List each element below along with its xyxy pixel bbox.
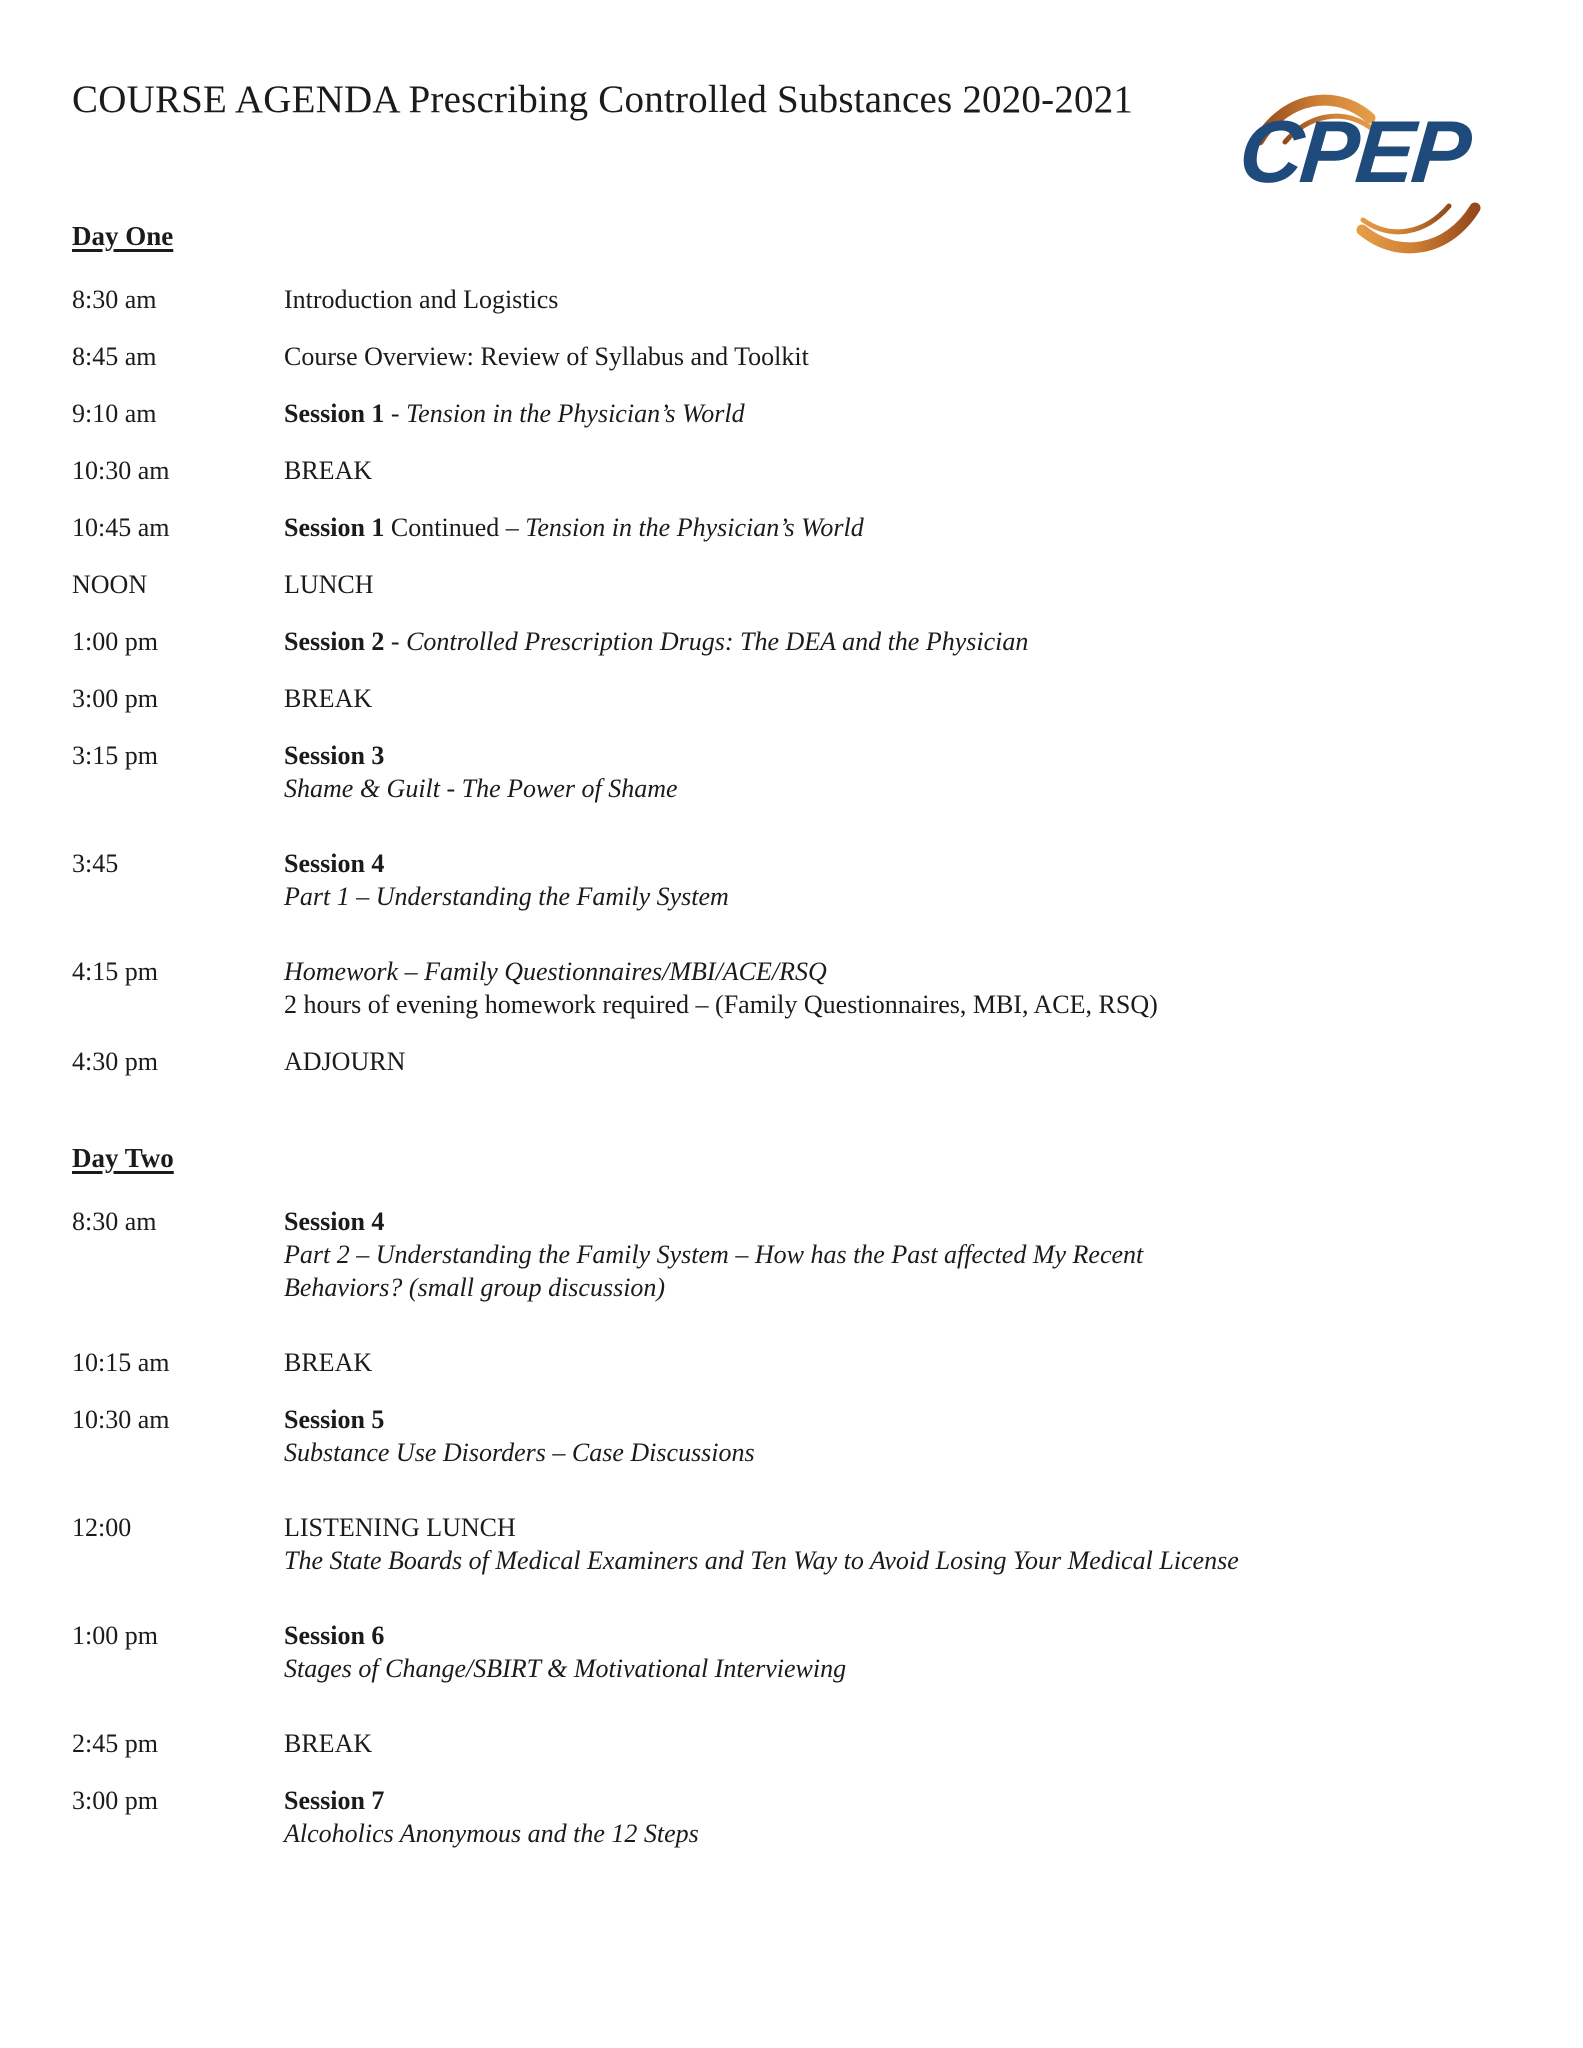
agenda-description-line — [284, 1205, 1513, 1238]
agenda-text-segment: Course Overview: Review of Syllabus and Toolkit — [284, 342, 809, 371]
day-heading: Day One — [72, 221, 174, 251]
agenda-description — [284, 454, 1513, 487]
agenda-text-segment: Introduction and Logistics — [284, 285, 559, 314]
agenda-description-line — [284, 1436, 1513, 1469]
agenda-description-line — [284, 682, 1513, 715]
agenda-text-segment: BREAK — [284, 1729, 373, 1758]
agenda-description-line — [284, 397, 1513, 430]
agenda-text-segment: Continued – — [384, 513, 526, 542]
agenda-time: 4:15 pm — [72, 957, 158, 986]
agenda-text-segment: Substance Use Disorders – Case Discussions — [284, 1438, 755, 1467]
agenda-description-line — [284, 1045, 1513, 1078]
agenda-description-line — [284, 1727, 1513, 1760]
agenda-row — [72, 1045, 1513, 1078]
agenda-description — [284, 397, 1513, 430]
agenda-time: 8:30 am — [72, 1207, 157, 1236]
agenda-row — [72, 1511, 1513, 1577]
agenda-description-line — [284, 1271, 1513, 1304]
agenda-description — [284, 340, 1513, 373]
agenda-description-line — [284, 511, 1513, 544]
agenda-description — [284, 511, 1513, 544]
agenda-text-segment: ADJOURN — [284, 1047, 406, 1076]
agenda-description — [284, 568, 1513, 601]
agenda-description-line — [284, 1817, 1513, 1850]
agenda-text-segment: Session 2 — [284, 627, 385, 656]
agenda-row — [72, 568, 1513, 601]
agenda-text-segment: Behaviors? (small group discussion) — [284, 1273, 666, 1302]
cpep-logo — [1235, 62, 1518, 262]
agenda-description-line — [284, 739, 1513, 772]
agenda-time: 9:10 am — [72, 399, 157, 428]
agenda-description — [284, 1045, 1513, 1078]
agenda-time: 8:45 am — [72, 342, 157, 371]
agenda-text-segment: Homework – Family Questionnaires/MBI/ACE/RSQ — [284, 957, 827, 986]
agenda-row — [72, 625, 1513, 658]
agenda-description-line — [284, 1544, 1513, 1577]
agenda-text-segment: Session 1 — [284, 513, 385, 542]
agenda-row — [72, 1403, 1513, 1469]
agenda-text-segment: Tension in the Physician’s World — [525, 513, 864, 542]
agenda-time: 10:30 am — [72, 456, 170, 485]
agenda-text-segment: Session 7 — [284, 1786, 385, 1815]
agenda-time: 3:45 — [72, 849, 119, 878]
agenda-time: 8:30 am — [72, 285, 157, 314]
agenda-description-line — [284, 1652, 1513, 1685]
agenda-description — [284, 1205, 1513, 1304]
agenda-row — [72, 397, 1513, 430]
agenda — [72, 220, 1513, 1850]
agenda-row — [72, 340, 1513, 373]
agenda-time: 2:45 pm — [72, 1729, 158, 1758]
agenda-text-segment: Session 1 — [284, 399, 385, 428]
agenda-text-segment: 2 hours of evening homework required – (Family Questionnaires, MBI, ACE, RSQ) — [284, 990, 1158, 1019]
agenda-row — [72, 955, 1513, 1021]
agenda-row — [72, 1346, 1513, 1379]
agenda-text-segment: Shame & Guilt - The Power of Shame — [284, 774, 678, 803]
agenda-row — [72, 1619, 1513, 1685]
agenda-row — [72, 682, 1513, 715]
agenda-description — [284, 625, 1513, 658]
agenda-description-line — [284, 847, 1513, 880]
agenda-time: 1:00 pm — [72, 627, 158, 656]
agenda-row — [72, 847, 1513, 913]
agenda-time: 1:00 pm — [72, 1621, 158, 1650]
agenda-row — [72, 1784, 1513, 1850]
agenda-text-segment: Session 5 — [284, 1405, 385, 1434]
agenda-description-line — [284, 625, 1513, 658]
agenda-text-segment: Part 1 – Understanding the Family System — [284, 882, 729, 911]
agenda-text-segment: Stages of Change/SBIRT & Motivational Interviewing — [284, 1654, 847, 1683]
agenda-text-segment: Session 4 — [284, 1207, 385, 1236]
agenda-time: 10:15 am — [72, 1348, 170, 1377]
agenda-row — [72, 283, 1513, 316]
page-title: COURSE AGENDA Prescribing Controlled Substances 2020-2021 — [72, 78, 1134, 121]
agenda-time: 3:00 pm — [72, 1786, 158, 1815]
agenda-time: 4:30 pm — [72, 1047, 158, 1076]
agenda-row — [72, 739, 1513, 805]
agenda-description-line — [284, 1784, 1513, 1817]
agenda-row — [72, 511, 1513, 544]
agenda-description — [284, 1784, 1513, 1850]
agenda-description-line — [284, 454, 1513, 487]
agenda-time: 10:30 am — [72, 1405, 170, 1434]
agenda-text-segment: Session 3 — [284, 741, 385, 770]
agenda-description — [284, 739, 1513, 805]
agenda-description-line — [284, 568, 1513, 601]
agenda-description — [284, 682, 1513, 715]
agenda-description — [284, 283, 1513, 316]
agenda-description — [284, 955, 1513, 1021]
agenda-text-segment: LUNCH — [284, 570, 374, 599]
agenda-text-segment: - — [384, 627, 407, 656]
agenda-text-segment: Part 2 – Understanding the Family System – How has the Past affected My Recent — [284, 1240, 1144, 1269]
agenda-description — [284, 1727, 1513, 1760]
agenda-text-segment: Session 4 — [284, 849, 385, 878]
agenda-description-line — [284, 1238, 1513, 1271]
agenda-row — [72, 1727, 1513, 1760]
agenda-description-line — [284, 1346, 1513, 1379]
agenda-description — [284, 1619, 1513, 1685]
agenda-time: 3:00 pm — [72, 684, 158, 713]
agenda-text-segment: Session 6 — [284, 1621, 385, 1650]
agenda-description — [284, 1511, 1513, 1577]
agenda-description-line — [284, 1511, 1513, 1544]
agenda-description — [284, 847, 1513, 913]
agenda-description-line — [284, 880, 1513, 913]
agenda-description-line — [284, 955, 1513, 988]
agenda-description-line — [284, 1403, 1513, 1436]
day-heading: Day Two — [72, 1143, 174, 1173]
agenda-time: 3:15 pm — [72, 741, 158, 770]
agenda-description-line — [284, 988, 1513, 1021]
agenda-row — [72, 1205, 1513, 1304]
agenda-text-segment: Alcoholics Anonymous and the 12 Steps — [284, 1819, 699, 1848]
agenda-time: NOON — [72, 570, 148, 599]
agenda-text-segment: BREAK — [284, 456, 373, 485]
agenda-description — [284, 1403, 1513, 1469]
cpep-logo-text: CPEP — [1235, 102, 1473, 201]
agenda-description-line — [284, 772, 1513, 805]
logo-swoosh-bottom-icon — [1354, 202, 1482, 258]
agenda-text-segment: BREAK — [284, 1348, 373, 1377]
agenda-text-segment: - — [384, 399, 407, 428]
agenda-time: 10:45 am — [72, 513, 170, 542]
agenda-description-line — [284, 340, 1513, 373]
agenda-text-segment: BREAK — [284, 684, 373, 713]
agenda-description — [284, 1346, 1513, 1379]
agenda-text-segment: LISTENING LUNCH — [284, 1513, 516, 1542]
agenda-description-line — [284, 1619, 1513, 1652]
agenda-text-segment: Tension in the Physician’s World — [406, 399, 745, 428]
agenda-text-segment: Controlled Prescription Drugs: The DEA and the Physician — [406, 627, 1029, 656]
agenda-text-segment: The State Boards of Medical Examiners and Ten Way to Avoid Losing Your Medical License — [284, 1546, 1239, 1575]
agenda-row — [72, 454, 1513, 487]
agenda-description-line — [284, 283, 1513, 316]
agenda-time: 12:00 — [72, 1513, 132, 1542]
